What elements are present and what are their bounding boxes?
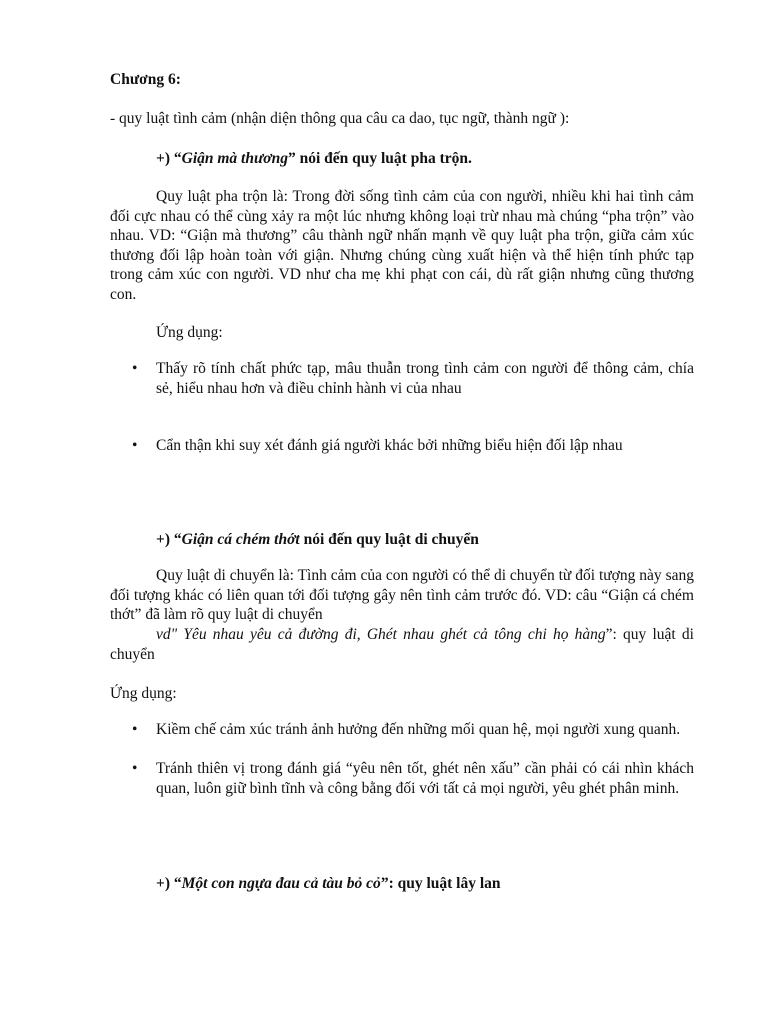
section2-example-suffix: ”: quy luật di chuyển	[110, 626, 694, 663]
section1-application-label: Ứng dụng:	[156, 324, 223, 341]
section1-bullet-1	[132, 359, 694, 398]
section2-heading-italic: Giận cá chém thớt	[181, 531, 300, 548]
section2-bullet-2-text: Tránh thiên vị trong đánh giá “yêu nên tốt, ghét nên xấu” cần phải có cái nhìn khách quan, luôn giữ bình tĩnh và công bằng đối với tất cả mọi người, yêu ghét phân minh.	[156, 760, 694, 797]
section2-paragraph: Quy luật di chuyển là: Tình cảm của con người có thể di chuyển từ đối tượng này sang đối tượng khác có liên quan tới đối tượng gây nên tình cảm trước đó. VD: câu “Giận cá chém thớt” đã làm rõ quy luật di chuyển	[110, 567, 694, 623]
section1-heading-prefix: +) “	[156, 150, 182, 167]
bullet-icon: •	[132, 760, 138, 777]
section1-paragraph: Quy luật pha trộn là: Trong đời sống tình cảm của con người, nhiều khi hai tình cảm đối cực nhau có thể cùng xảy ra một lúc nhưng không loại trừ nhau mà chúng “pha trộn” vào nhau. VD: “Giận mà thương” câu thành ngữ nhấn mạnh về quy luật pha trộn, giữa cảm xúc thương đối lập hoàn toàn với giận. Nhưng chúng cùng xuất hiện và thể hiện tính phức tạp trong cảm xúc con người. VD như cha mẹ khi phạt con cái, dù rất giận nhưng cũng thương con.	[110, 188, 694, 303]
section2-bullet-1-text: Kiềm chế cảm xúc tránh ảnh hưởng đến những mối quan hệ, mọi người xung quanh.	[156, 721, 681, 738]
section1-bullet-2-text: Cẩn thận khi suy xét đánh giá người khác bởi những biểu hiện đối lập nhau	[156, 437, 623, 454]
section2-bullet-2	[132, 759, 694, 798]
bullet-icon: •	[132, 437, 138, 454]
section3-heading	[156, 874, 501, 894]
section3-heading-prefix: +) “	[156, 875, 182, 892]
section2-bullet-1	[132, 720, 694, 740]
intro-line: - quy luật tình cảm (nhận diện thông qua câu ca dao, tục ngữ, thành ngữ ):	[110, 110, 570, 127]
section1-bullet-1-text: Thấy rõ tính chất phức tạp, mâu thuẫn trong tình cảm con người để thông cảm, chía sẻ, hiểu nhau hơn và điều chỉnh hành vi của nhau	[156, 360, 694, 397]
section2-example-italic: vd" Yêu nhau yêu cả đường đi, Ghét nhau ghét cả tông chi họ hàng	[156, 626, 606, 643]
section2-heading	[156, 530, 479, 550]
section2-example	[110, 625, 694, 664]
section3-heading-suffix: ”: quy luật lây lan	[380, 875, 501, 892]
chapter-title: Chương 6:	[110, 71, 181, 88]
bullet-icon: •	[132, 360, 138, 377]
section1-heading	[156, 149, 472, 169]
section1-heading-italic: Giận mà thương	[181, 150, 288, 167]
section2-heading-prefix: +) “	[156, 531, 182, 548]
section2-application-label: Ứng dụng:	[110, 685, 177, 702]
section2-heading-suffix: nói đến quy luật di chuyển	[299, 531, 479, 548]
bullet-icon: •	[132, 721, 138, 738]
section1-heading-suffix: ” nói đến quy luật pha trộn.	[287, 150, 472, 167]
section1-bullet-2	[132, 436, 694, 456]
section3-heading-italic: Một con ngựa đau cả tàu bỏ cỏ	[181, 875, 381, 892]
